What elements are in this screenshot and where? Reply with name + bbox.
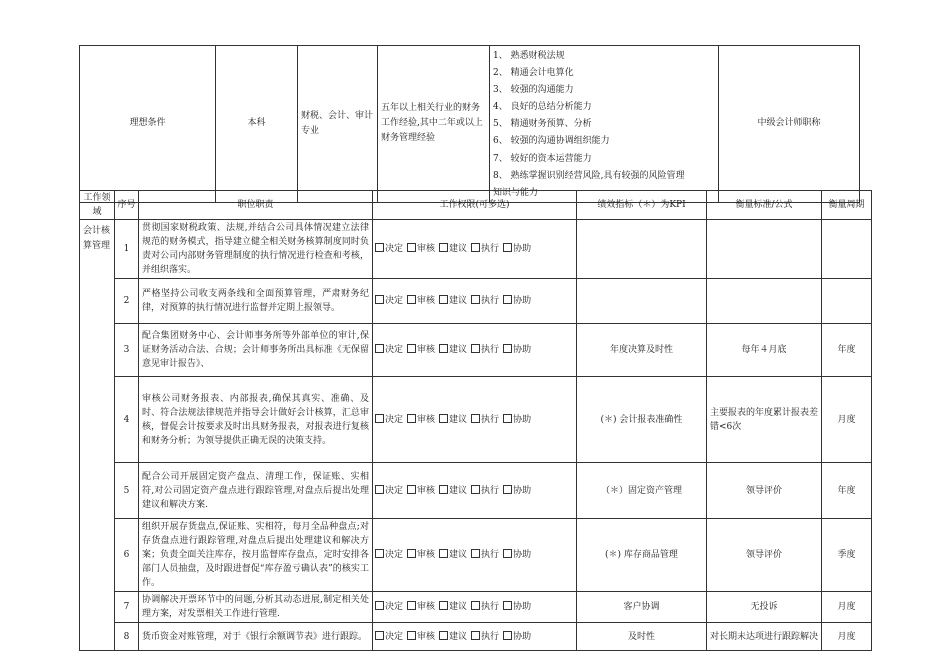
- authority-option[interactable]: [439, 632, 467, 642]
- table-row: [80, 463, 872, 519]
- authority-option[interactable]: [503, 244, 531, 254]
- table-row: [80, 623, 872, 651]
- row-no: 3: [115, 324, 139, 377]
- authority-option-label: 审核: [417, 550, 436, 560]
- major: 财税、会计、审计专业: [298, 46, 378, 203]
- row-period: [822, 279, 872, 324]
- authority-option-label: 执行: [481, 414, 500, 425]
- authority-option[interactable]: [375, 550, 403, 560]
- authority-option[interactable]: [503, 602, 531, 612]
- authority-option[interactable]: [471, 244, 499, 254]
- authority-option[interactable]: [471, 602, 499, 612]
- authority-option-label: 建议: [449, 414, 468, 425]
- checkbox-icon[interactable]: [375, 243, 384, 252]
- checkbox-icon[interactable]: [375, 549, 384, 558]
- checkbox-icon[interactable]: [407, 631, 416, 640]
- authority-option-label: 决定: [385, 602, 404, 612]
- row-kpi: (＊) 库存商品管理: [577, 519, 707, 592]
- row-duty: 配合公司开展固定资产盘点、清理工作，保证账、实相符,对公司固定资产盘点进行跟踪管理,对盘点后提出处理建议和解决方案.: [139, 463, 373, 519]
- authority-option-label: 执行: [481, 602, 500, 612]
- header-duty: 职位职责: [139, 191, 373, 220]
- authority-option[interactable]: [471, 486, 499, 496]
- skill-item: 8、 熟练掌握识别经营风险,具有较强的风险管理: [493, 170, 685, 181]
- row-no: 5: [115, 463, 139, 519]
- checkbox-icon[interactable]: [503, 344, 512, 353]
- authority-option[interactable]: [375, 632, 403, 642]
- row-standard: 领导评价: [707, 519, 822, 592]
- authority-option-label: 审核: [417, 485, 436, 496]
- checkbox-icon[interactable]: [503, 601, 512, 610]
- row-duty: 贯彻国家财税政策、法规,并结合公司具体情况建立法律规范的财务模式，指导建立健全相关财务核算制度同时负责对公司内部财务管理制度的执行情况进行检查和考核，并组织落实。: [139, 220, 373, 279]
- skill-item: 1、 熟悉财税法规: [493, 51, 565, 61]
- checkbox-icon[interactable]: [407, 549, 416, 558]
- authority-option-label: 执行: [481, 485, 500, 496]
- authority-option[interactable]: [471, 550, 499, 560]
- checkbox-icon[interactable]: [503, 295, 512, 304]
- authority-option[interactable]: [503, 632, 531, 642]
- skill-item: 5、 精通财务预算、分析: [493, 119, 592, 130]
- authority-option[interactable]: [439, 550, 467, 560]
- skill-item: 2、 精通会计电算化: [493, 68, 574, 79]
- checkbox-icon[interactable]: [439, 601, 448, 610]
- table-row: [80, 519, 872, 592]
- authority-option-label: 协助: [513, 550, 532, 560]
- ideal-conditions-table: [79, 45, 860, 203]
- row-period: 年度: [822, 324, 872, 377]
- authority-option-label: 审核: [417, 631, 436, 642]
- header-authority: 工作权限(可多选): [373, 191, 577, 220]
- skill-item: 4、 良好的总结分析能力: [493, 102, 592, 113]
- row-standard: 无投诉: [707, 592, 822, 623]
- authority-option-label: 执行: [481, 244, 500, 254]
- row-kpi: 客户协调: [577, 592, 707, 623]
- authority-options: [373, 279, 577, 324]
- row-standard: 对长期未达项进行跟踪解决: [707, 623, 822, 651]
- authority-option[interactable]: [503, 415, 531, 425]
- row-period: 月度: [822, 623, 872, 651]
- row-standard: [707, 279, 822, 324]
- authority-option-label: 决定: [385, 244, 404, 254]
- duties-table: [79, 190, 872, 651]
- checkbox-icon[interactable]: [471, 295, 480, 304]
- row-kpi: 及时性: [577, 623, 707, 651]
- authority-option[interactable]: [439, 602, 467, 612]
- table-row: [80, 220, 872, 279]
- authority-option[interactable]: [375, 415, 403, 425]
- authority-option[interactable]: [471, 415, 499, 425]
- row-standard: [707, 220, 822, 279]
- authority-option[interactable]: [407, 632, 435, 642]
- authority-option[interactable]: [471, 632, 499, 642]
- authority-option[interactable]: [375, 602, 403, 612]
- checkbox-icon[interactable]: [407, 243, 416, 252]
- row-no: 8: [115, 623, 139, 651]
- authority-options: [373, 220, 577, 279]
- header-period: 衡量周期: [822, 191, 872, 220]
- authority-option[interactable]: [503, 486, 531, 496]
- authority-options: [373, 623, 577, 651]
- authority-option-label: 协助: [513, 602, 532, 612]
- checkbox-icon[interactable]: [407, 601, 416, 610]
- skills-list: [490, 46, 719, 203]
- row-duty: 审核公司财务报表、内部报表,确保其真实、准确、及时、符合法规法律规范并指导会计做好会计核算，汇总审核，督促会计按要求及时出具财务报表，对报表进行复核和财务分析；为领导提供正确无误的决策支持。: [139, 377, 373, 463]
- table-header-row: [80, 191, 872, 220]
- authority-option[interactable]: [471, 345, 499, 355]
- authority-option-label: 建议: [449, 602, 468, 612]
- checkbox-icon[interactable]: [375, 601, 384, 610]
- checkbox-icon[interactable]: [503, 414, 512, 423]
- checkbox-icon[interactable]: [503, 631, 512, 640]
- authority-option[interactable]: [407, 415, 435, 425]
- authority-option[interactable]: [439, 486, 467, 496]
- skill-item: 知识与能力: [493, 187, 539, 198]
- row-duty: 配合集团财务中心、会计师事务所等外部单位的审计,保证财务活动合法、合规；会计师事务所出具标准《无保留意见审计报告》、: [139, 324, 373, 377]
- authority-option[interactable]: [471, 296, 499, 306]
- checkbox-icon[interactable]: [439, 344, 448, 353]
- checkbox-icon[interactable]: [439, 243, 448, 252]
- checkbox-icon[interactable]: [407, 344, 416, 353]
- header-kpi: 绩效指标（＊）为KPI: [577, 191, 707, 220]
- checkbox-icon[interactable]: [471, 631, 480, 640]
- table-row: [80, 377, 872, 463]
- header-standard: 衡量标准/公式: [707, 191, 822, 220]
- authority-option-label: 执行: [481, 550, 500, 560]
- authority-option-label: 执行: [481, 631, 500, 642]
- authority-options: [373, 592, 577, 623]
- skill-item: 3、 较强的沟通能力: [493, 85, 574, 96]
- table-row: [80, 279, 872, 324]
- row-no: 7: [115, 592, 139, 623]
- authority-option[interactable]: [503, 550, 531, 560]
- authority-option-label: 协助: [513, 414, 532, 425]
- header-domain: 工作领域: [80, 191, 115, 220]
- authority-option-label: 建议: [449, 244, 468, 254]
- authority-option-label: 协助: [513, 296, 532, 306]
- authority-option[interactable]: [375, 296, 403, 306]
- row-kpi: （＊）固定资产管理: [577, 463, 707, 519]
- checkbox-icon[interactable]: [407, 414, 416, 423]
- authority-option[interactable]: [439, 345, 467, 355]
- authority-option-label: 决定: [385, 550, 404, 560]
- authority-options: [373, 463, 577, 519]
- authority-option-label: 决定: [385, 631, 404, 642]
- checkbox-icon[interactable]: [471, 601, 480, 610]
- skill-item: 7、 较好的资本运营能力: [493, 153, 592, 164]
- checkbox-icon[interactable]: [407, 295, 416, 304]
- checkbox-icon[interactable]: [375, 631, 384, 640]
- authority-option[interactable]: [407, 244, 435, 254]
- authority-option-label: 审核: [417, 296, 436, 306]
- checkbox-icon[interactable]: [375, 344, 384, 353]
- authority-option-label: 决定: [385, 414, 404, 425]
- authority-option[interactable]: [503, 345, 531, 355]
- authority-option[interactable]: [407, 296, 435, 306]
- row-kpi: 年度决算及时性: [577, 324, 707, 377]
- checkbox-icon[interactable]: [471, 243, 480, 252]
- row-period: 年度: [822, 463, 872, 519]
- authority-option-label: 协助: [513, 345, 532, 355]
- authority-option-label: 审核: [417, 602, 436, 612]
- authority-option[interactable]: [407, 486, 435, 496]
- authority-option[interactable]: [407, 602, 435, 612]
- checkbox-icon[interactable]: [439, 295, 448, 304]
- authority-option-label: 执行: [481, 345, 500, 355]
- authority-option-label: 审核: [417, 345, 436, 355]
- authority-options: [373, 519, 577, 592]
- authority-option-label: 决定: [385, 345, 404, 355]
- authority-option-label: 建议: [449, 345, 468, 355]
- checkbox-icon[interactable]: [375, 414, 384, 423]
- authority-option[interactable]: [375, 345, 403, 355]
- authority-option-label: 决定: [385, 485, 404, 496]
- education: 本科: [216, 46, 298, 203]
- authority-option-label: 协助: [513, 244, 532, 254]
- authority-option[interactable]: [439, 296, 467, 306]
- ideal-label: 理想条件: [80, 46, 216, 203]
- checkbox-icon[interactable]: [375, 295, 384, 304]
- row-period: 月度: [822, 377, 872, 463]
- certification: 中级会计师职称: [719, 46, 860, 203]
- row-no: 1: [115, 220, 139, 279]
- authority-option-label: 建议: [449, 485, 468, 496]
- checkbox-icon[interactable]: [503, 485, 512, 494]
- checkbox-icon[interactable]: [503, 243, 512, 252]
- row-duty: 协调解决开票环节中的问题,分析其动态进展,制定相关处理方案，对发票相关工作进行管理.: [139, 592, 373, 623]
- row-kpi: [577, 220, 707, 279]
- row-no: 4: [115, 377, 139, 463]
- header-no: 序号: [115, 191, 139, 220]
- row-kpi: [577, 279, 707, 324]
- row-standard: 主要报表的年度累计报表差错<6次: [707, 377, 822, 463]
- checkbox-icon[interactable]: [471, 344, 480, 353]
- authority-option-label: 审核: [417, 244, 436, 254]
- checkbox-icon[interactable]: [471, 414, 480, 423]
- row-period: [822, 220, 872, 279]
- authority-option-label: 审核: [417, 414, 436, 425]
- authority-option-label: 执行: [481, 296, 500, 306]
- authority-option-label: 建议: [449, 631, 468, 642]
- checkbox-icon[interactable]: [439, 549, 448, 558]
- authority-option-label: 建议: [449, 550, 468, 560]
- checkbox-icon[interactable]: [503, 549, 512, 558]
- row-standard: 每年４月底: [707, 324, 822, 377]
- work-domain: 会计核算管理: [80, 220, 115, 651]
- row-no: 2: [115, 279, 139, 324]
- row-duty: 严格坚持公司收支两条线和全面预算管理，严肃财务纪律，对预算的执行情况进行监督并定期上报领导。: [139, 279, 373, 324]
- row-duty: 组织开展存货盘点,保证账、实相符，每月全品种盘点;对存货盘点进行跟踪管理,对盘点后提出处理建议和解决方案；负责全面关注库存，按月监督库存盘点，定时安排各部门人员抽盘，及时跟进督促“库存盈亏确认表”的核实工作。: [139, 519, 373, 592]
- row-period: 月度: [822, 592, 872, 623]
- row-duty: 货币资金对账管理，对于《银行余额调节表》进行跟踪。: [139, 623, 373, 651]
- authority-option[interactable]: [439, 415, 467, 425]
- authority-option-label: 协助: [513, 485, 532, 496]
- row-period: 季度: [822, 519, 872, 592]
- checkbox-icon[interactable]: [439, 414, 448, 423]
- checkbox-icon[interactable]: [407, 485, 416, 494]
- row-standard: 领导评价: [707, 463, 822, 519]
- row-kpi: (＊) 会计报表准确性: [577, 377, 707, 463]
- checkbox-icon[interactable]: [439, 631, 448, 640]
- authority-option[interactable]: [375, 486, 403, 496]
- authority-option-label: 协助: [513, 631, 532, 642]
- checkbox-icon[interactable]: [471, 549, 480, 558]
- skill-item: 6、 较强的沟通协调组织能力: [493, 136, 610, 147]
- authority-options: [373, 377, 577, 463]
- authority-option[interactable]: [375, 244, 403, 254]
- authority-option[interactable]: [407, 550, 435, 560]
- authority-option-label: 决定: [385, 296, 404, 306]
- row-no: 6: [115, 519, 139, 592]
- authority-option-label: 建议: [449, 296, 468, 306]
- authority-option[interactable]: [407, 345, 435, 355]
- checkbox-icon[interactable]: [471, 485, 480, 494]
- experience: 五年以上相关行业的财务工作经验,其中二年或以上财务管理经验: [378, 46, 490, 203]
- checkbox-icon[interactable]: [375, 485, 384, 494]
- authority-option[interactable]: [439, 244, 467, 254]
- authority-option[interactable]: [503, 296, 531, 306]
- authority-options: [373, 324, 577, 377]
- table-row: [80, 592, 872, 623]
- table-row: [80, 324, 872, 377]
- checkbox-icon[interactable]: [439, 485, 448, 494]
